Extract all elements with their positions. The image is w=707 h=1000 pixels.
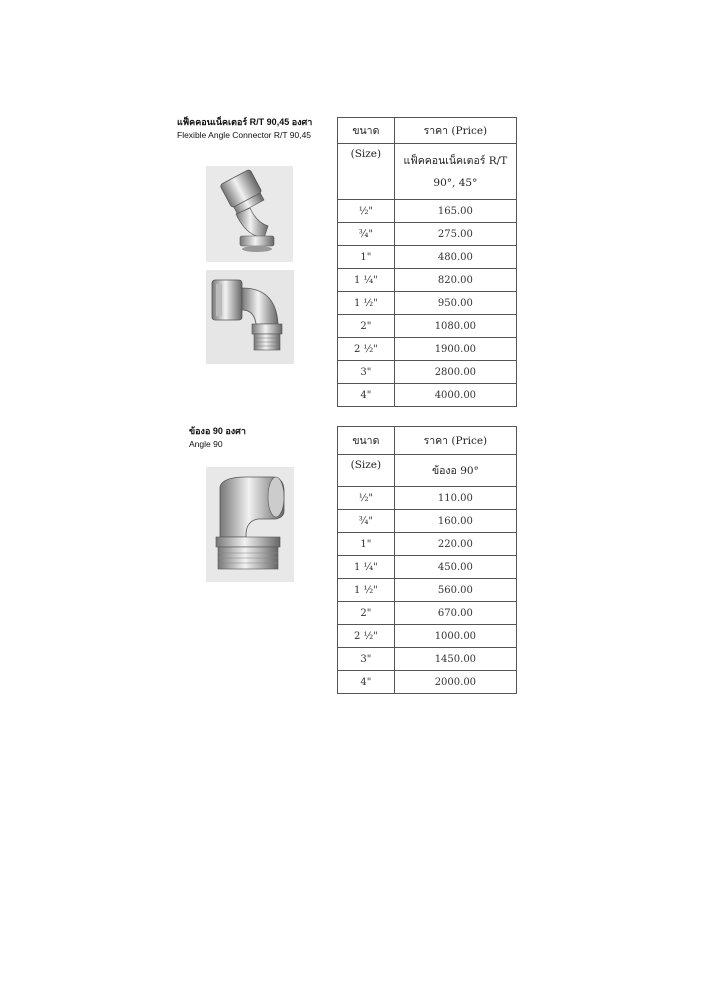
- size-cell: ¾": [338, 510, 395, 533]
- angle-90-photo: [206, 467, 294, 582]
- price-cell: 1080.00: [394, 315, 516, 338]
- size-cell: 3": [338, 361, 395, 384]
- table-row: [338, 269, 517, 292]
- size-cell: 1": [338, 246, 395, 269]
- size-header-thai: ขนาด: [338, 118, 395, 144]
- table-row: [338, 200, 517, 223]
- size-cell: 4": [338, 671, 395, 694]
- product-header: ข้องอ 90°: [394, 455, 516, 487]
- price-cell: 4000.00: [394, 384, 516, 407]
- product-header: [394, 144, 516, 200]
- price-cell: 220.00: [394, 533, 516, 556]
- size-cell: 1": [338, 533, 395, 556]
- size-header-english: (Size): [338, 455, 395, 487]
- price-cell: 950.00: [394, 292, 516, 315]
- price-cell: 110.00: [394, 487, 516, 510]
- price-cell: 160.00: [394, 510, 516, 533]
- table-row: [338, 487, 517, 510]
- size-cell: 2 ½": [338, 338, 395, 361]
- section1-caption: [177, 116, 312, 142]
- connector-45-photo: [206, 166, 293, 262]
- section1-title-thai: แฟ็คคอนเน็คเตอร์ R/T 90,45 องศา: [177, 117, 313, 127]
- table-row: [338, 223, 517, 246]
- table-row: [338, 533, 517, 556]
- table-row: [338, 556, 517, 579]
- price-cell: 2800.00: [394, 361, 516, 384]
- section1-price-table: [337, 117, 517, 407]
- table-row: [338, 671, 517, 694]
- section2-title-english: Angle 90: [189, 439, 223, 449]
- price-cell: 275.00: [394, 223, 516, 246]
- size-cell: 1 ½": [338, 579, 395, 602]
- connector-90-photo: [206, 270, 294, 364]
- price-cell: 820.00: [394, 269, 516, 292]
- table-row: [338, 510, 517, 533]
- price-cell: 1000.00: [394, 625, 516, 648]
- price-cell: 560.00: [394, 579, 516, 602]
- price-cell: 450.00: [394, 556, 516, 579]
- size-cell: 3": [338, 648, 395, 671]
- size-header-thai: ขนาด: [338, 427, 395, 455]
- size-cell: 2": [338, 602, 395, 625]
- table-row: [338, 246, 517, 269]
- price-cell: 1450.00: [394, 648, 516, 671]
- price-cell: 165.00: [394, 200, 516, 223]
- table-row: [338, 338, 517, 361]
- size-cell: 1 ½": [338, 292, 395, 315]
- size-header-english: (Size): [338, 144, 395, 200]
- table-row: [338, 625, 517, 648]
- price-cell: 2000.00: [394, 671, 516, 694]
- size-cell: ½": [338, 200, 395, 223]
- section2-table-body: [338, 487, 517, 694]
- product-header-line1: แฟ็คคอนเน็คเตอร์ R/T: [403, 154, 508, 167]
- table-row: [338, 579, 517, 602]
- section1-table-body: [338, 200, 517, 407]
- size-cell: ½": [338, 487, 395, 510]
- table-row: [338, 602, 517, 625]
- product-header-line2: 90°, 45°: [433, 176, 478, 189]
- section2-caption: [189, 425, 246, 451]
- table-row: [338, 292, 517, 315]
- price-header: ราคา (Price): [394, 427, 516, 455]
- table-row: [338, 361, 517, 384]
- section2-price-table: [337, 426, 517, 694]
- table-row: [338, 315, 517, 338]
- size-cell: ¾": [338, 223, 395, 246]
- connector-90-image: [206, 270, 294, 364]
- price-cell: 1900.00: [394, 338, 516, 361]
- table-row: [338, 384, 517, 407]
- table-row: [338, 648, 517, 671]
- price-cell: 670.00: [394, 602, 516, 625]
- size-cell: 4": [338, 384, 395, 407]
- section2-title-thai: ข้องอ 90 องศา: [189, 426, 246, 436]
- size-cell: 1 ¼": [338, 269, 395, 292]
- size-cell: 2": [338, 315, 395, 338]
- section1-title-english: Flexible Angle Connector R/T 90,45: [177, 130, 312, 140]
- size-cell: 2 ½": [338, 625, 395, 648]
- price-header: ราคา (Price): [394, 118, 516, 144]
- angle-90-image: [206, 467, 294, 582]
- connector-45-image: [206, 166, 293, 262]
- size-cell: 1 ¼": [338, 556, 395, 579]
- price-cell: 480.00: [394, 246, 516, 269]
